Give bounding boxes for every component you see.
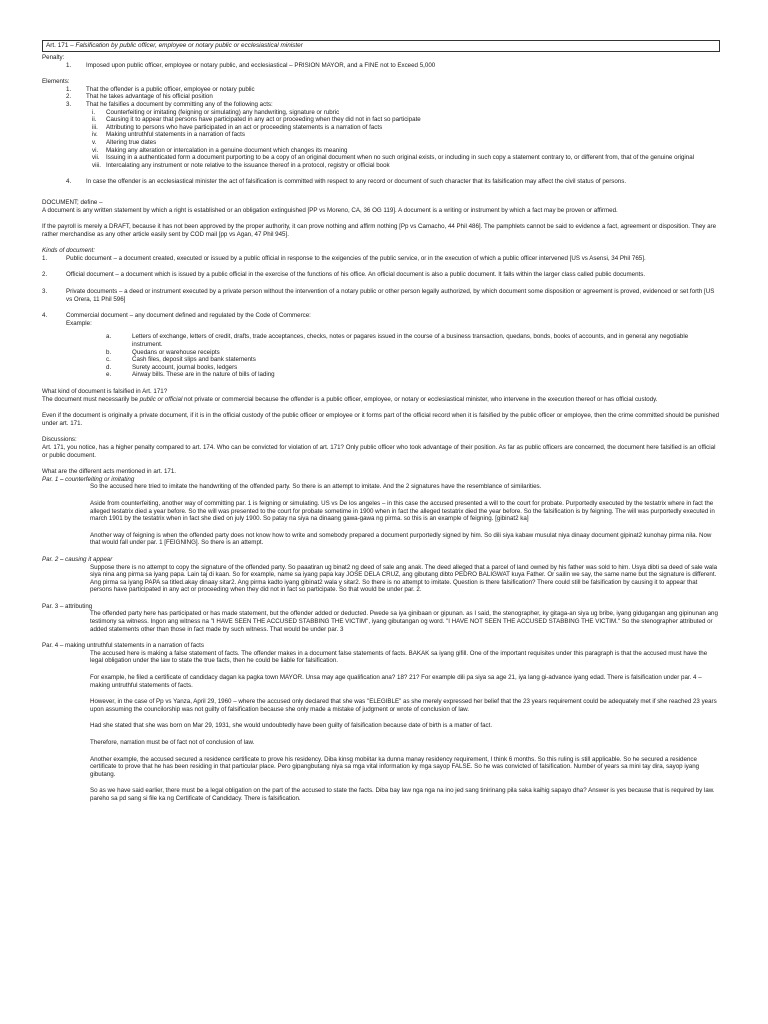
list-number: b. bbox=[106, 348, 112, 356]
list-text: Imposed upon public officer, employee or notary public, and ecclesiastical – PRISION MAYOR, and a FINE not to Exceed 5,000 bbox=[86, 61, 436, 69]
even-paragraph: Even if the document is originally a private document, if it is in the official custody of the public officer or employee or it forms part of the official record when it is falsified by the public officer or employee, then the crime committed should be punished under art. 171. bbox=[42, 412, 720, 427]
par2-text: Suppose there is no attempt to copy the signature of the offended party. So paaatiran ug binat2 ng deed of sale ang anak. The deed alleged that a parcel of land owned by his father was sold to him. Usya dibti sa deed of sale wala siya nina ang pirma sa iyang papa. Lain taj di kaan. So for example, name sa iyang papa kay JOSE DELA CRUZ, ang gibutang dibto PEDRO BALIGWAT kuya Father. Or sailin we say, the same name but the signature is different. Ang pirma sa iyang PAPA sa titled.akay dinaay sitar2. Ang pirma kadto iyang gibinat2 wala y sitar2. So there is no attempt to imitate. Question is there falsification? There could still be falsification by causing it to appear that persons have participated in any act or proceeding when they did not in fact so participate. So that would be under par. 2. bbox=[90, 563, 718, 594]
list-number: 2. bbox=[66, 93, 72, 101]
list-text: Quedans or warehouse receipts bbox=[132, 348, 220, 356]
example-item bbox=[42, 371, 720, 379]
discussions-text: Art. 171, you notice, has a higher penalty compared to art. 174. Who can be convicted for violation of art. 171? Only public officer who took advantage of their position. As far as public officers are concerned, the document here falsified is an official or public document. bbox=[42, 443, 716, 459]
list-number: v. bbox=[92, 138, 97, 146]
list-text: Intercalating any instrument or note relative to the issuance thereof in a protocol, registry or official book bbox=[106, 161, 390, 169]
list-text: Making any alteration or intercalation in a genuine document which changes its meaning bbox=[106, 146, 348, 154]
example-item bbox=[42, 364, 720, 372]
list-number: iii. bbox=[92, 123, 98, 131]
answer-text: not private or commercial because the offender is a public officer, employee, or notary or ecclesiastical minister, who intervene in the execution thereof or has official custody. bbox=[182, 395, 658, 403]
par4-text-b: For example, he filed a certificate of candidacy dagan ka pagka town MAYOR. Unsa may age qualification ana? 18? 21? For example dili pa siya sa age 21, iya lang gi-advance iyang edad. There is falsification under par. 4 – making untruthful statements of facts. bbox=[90, 674, 702, 689]
act-item bbox=[42, 131, 720, 139]
list-text: Private documents – a deed or instrument executed by a private person without the intervention of a notary public or other person legally authorized, by which document some disposition or agreement is proved, evidenced or set forth [US vs Orera, 11 Phil 596] bbox=[66, 288, 715, 303]
list-number: vii. bbox=[92, 154, 100, 162]
list-text: Cash files, deposit slips and bank statements bbox=[132, 356, 256, 364]
falsified-answer bbox=[42, 396, 720, 404]
list-text: That he takes advantage of his official position bbox=[86, 93, 213, 101]
article-number: Art. 171 – bbox=[46, 42, 76, 49]
example-item bbox=[42, 349, 720, 357]
example-item bbox=[42, 333, 720, 348]
list-number: 1. bbox=[66, 85, 72, 93]
par4-text-g: So as we have said earlier, there must be a legal obligation on the part of the accused to state the facts. Diba bay law nga nga na ino jed sang tinirinang pila saka kaihig sapayo dha? Answer is yes because that is required by law. pareho sa pd sang si file ka ng Certificate of Candidacy. There is falsification. bbox=[90, 787, 715, 802]
list-number: 3. bbox=[42, 288, 48, 296]
list-text: Airway bills. These are in the nature of bills of lading bbox=[132, 371, 275, 379]
par4-text-e: Therefore, narration must be of fact not of conclusion of law. bbox=[90, 739, 255, 746]
act-item bbox=[42, 162, 720, 170]
document-definition: A document is any written statement by which a right is established or an obligation extinguished [PP vs Moreno, CA, 36 OG 119]. A document is a writing or instrument by which a fact may be proven or affirmed. bbox=[42, 206, 618, 214]
kinds-heading: Kinds of document: bbox=[42, 247, 95, 255]
par1-heading: Par. 1 – counterfeiting or imitating bbox=[42, 475, 135, 483]
list-number: i. bbox=[92, 108, 96, 116]
penalty-heading: Penalty: bbox=[42, 54, 65, 61]
list-number: 1. bbox=[42, 254, 48, 262]
par1-text-c: Another way of feigning is when the offended party does not know how to write and somebody prepared a document purportedly signed by him. So dili siya kabaw musulat niya dinaay document gipinat2 kunohay pirma nila. Now that would fall under par. 1 [FEIGNING]. So there is an attempt. bbox=[90, 531, 712, 547]
act-item bbox=[42, 147, 720, 155]
example-item bbox=[42, 356, 720, 364]
act-item bbox=[42, 124, 720, 132]
list-text: Altering true dates bbox=[106, 138, 157, 146]
list-number: ii. bbox=[92, 116, 97, 124]
par4-text-f: Another example, the accused secured a residence certificate to prove his residency. Diba kinsg mobiitar ka dunna manay residency requirement, I think 6 months. So this ruling is still applicable. So he secured a residence certificate to prove that he has been residing in that particular place. Pero gipangbutang niya sa mga vital information ky mga sayop FALSE. So he was convicted of falsification. Number of years sa mini tay dira, sayop iyang gibutang. bbox=[90, 755, 700, 778]
list-text: Issuing in a authenticated form a document purporting to be a copy of an original document when no such original exists, or including in such copy a statement contrary to, or different from, that of the genuine original bbox=[106, 154, 695, 162]
list-text: Surety account, journal books, ledgers bbox=[132, 363, 238, 371]
par3-heading: Par. 3 – attributing bbox=[42, 602, 93, 610]
list-text: That he falsifies a document by committing any of the following acts: bbox=[86, 100, 273, 108]
list-text: Counterfeiting or imitating (feigning or simulating) any handwriting, signature or rubric bbox=[106, 108, 340, 116]
kind-item bbox=[42, 288, 720, 303]
par1-text-a: So the accused here tried to imitate the handwriting of the offended party. So there is an attempt to imitate. And the 2 signatures have the resemblance of similarities. bbox=[90, 483, 542, 491]
acts-question: What are the different acts mentioned in art. 171. bbox=[42, 468, 177, 476]
act-item bbox=[42, 109, 720, 117]
list-number: 4. bbox=[66, 178, 72, 186]
list-number: e. bbox=[106, 371, 112, 379]
penalty-item bbox=[42, 62, 720, 70]
par3-text: The offended party here has participated or has made statement, but the offender added or deducted. Pwede sa iya ginibaan or gipunan. as I said, the stenographer, ky gitaga-an siya ug bribe, iyang gidugangan ang gipinunan ang testimony sa witness. Ingon ang witness na "I HAVE SEEN THE ACCUSED STABBING THE VICTIM", iyang gibutangan og word. "I HAVE NOT SEEN THE ACCUSED STABBING THE VICTIM." So the stenographer attributed or added statements other than those in fact made by such witness. That would be under par. 3 bbox=[90, 610, 718, 633]
list-number: 4. bbox=[42, 312, 48, 320]
list-number: 2. bbox=[42, 271, 48, 279]
par2-heading: Par. 2 – causing it appear bbox=[42, 555, 113, 563]
element-item bbox=[42, 178, 720, 186]
falsified-question: What kind of document is falsified in Art. 171? bbox=[42, 388, 168, 395]
act-item bbox=[42, 116, 720, 124]
list-text: Letters of exchange, letters of credit, drafts, trade acceptances, checks, notes or pagares issued in the course of a business transaction, quedans, bonds, books of accounts, and in general any negotiable instrument. bbox=[132, 333, 689, 349]
par4-heading: Par. 4 – making untruthful statements in a narration of facts bbox=[42, 642, 204, 650]
acts-list bbox=[42, 109, 720, 170]
kind-item bbox=[42, 255, 720, 263]
element-item bbox=[42, 101, 720, 109]
list-text: Attributing to persons who have participated in an act or proceeding statements is a narration of facts bbox=[106, 123, 383, 131]
par4-text-c: However, in the case of Pp vs Yanza, April 29, 1960 – where the accused only declared that she was "ELEGIBLE" as she merely expressed her belief that the 23 years requirement could be adequately met if she reached 23 years upon assuming the councilorship was not guilty of falsification because she only made a mistake of judgment or wrote of conclusion of law. bbox=[90, 698, 717, 713]
par4-text-d: Had she stated that she was born on Mar 29, 1931, she would undoubtedly have been guilty of falsification because date of birth is a matter of fact. bbox=[90, 722, 493, 730]
answer-text: The document must necessarily be bbox=[42, 395, 140, 403]
payroll-paragraph: If the payroll is merely a DRAFT, because it has not been approved by the proper authority, it can prove nothing and affirm nothing [Pp vs Camacho, 44 Phil 486]. The pamphlets cannot be said to evidence a fact, agreement or disposition. They are rather merchandise as any other article easily sent by COD mail [pp vs Agan, 47 Phil 945]. bbox=[42, 223, 717, 238]
list-number: d. bbox=[106, 363, 112, 371]
kind-item bbox=[42, 271, 720, 279]
list-number: 1. bbox=[66, 61, 72, 69]
element-item bbox=[42, 86, 720, 94]
element-item bbox=[42, 93, 720, 101]
answer-emphasis: public or official bbox=[139, 395, 183, 403]
list-number: a. bbox=[106, 333, 112, 341]
act-item bbox=[42, 154, 720, 162]
list-text: Official document – a document which is issued by a public official in the exercise of the functions of his office. An official document is also a public document. It falls within the larger class called public documents. bbox=[66, 271, 646, 279]
list-number: viii. bbox=[92, 161, 101, 169]
article-title: Falsification by public officer, employee or notary public or ecclesiastical minister bbox=[75, 42, 303, 49]
par1-text-b: Aside from counterfeiting, another way of committing par. 1 is feigning or simulating. US vs De los angeles – in this case the accused presented a will to the court for probate. Purportedly executed by the testatrix where in fact the alleged testatrix died a year before. So the will was presented to the court for probate sometime in 1900 when in fact the alleged testatrix died the year before. So the falsification is by feigning. The will was purportedly executed in march 1901 by the testatrix when in fact she died on july 1900. So patay na siya na dinaang gawa-gawa ng pirma. so this is an example of feigning. [gibinat2 ka] bbox=[90, 499, 715, 523]
kind-item bbox=[42, 312, 720, 320]
act-item bbox=[42, 139, 720, 147]
list-number: vi. bbox=[92, 146, 99, 154]
list-number: iv. bbox=[92, 131, 98, 139]
list-text: In case the offender is an ecclesiastical minister the act of falsification is committed with respect to any record or document of such character that its falsification may affect the civil status of persons. bbox=[86, 178, 627, 186]
article-title-box bbox=[42, 40, 720, 52]
list-number: 3. bbox=[66, 100, 72, 108]
list-text: That the offender is a public officer, employee or notary public bbox=[86, 85, 255, 93]
list-text: Commercial document – any document defined and regulated by the Code of Commerce: bbox=[66, 312, 311, 320]
list-text: Causing it to appear that persons have participated in any act or proceeding when they did not in fact so participate bbox=[106, 116, 421, 124]
par4-text-a: The accused here is making a false statement of facts. The offender makes in a document false statements of facts. BAKAK sa iyang gifill. One of the important requisites under this paragraph is that the accused must have the legal obligation under the law to state the true facts, then he could be liable for falsification. bbox=[90, 649, 708, 665]
list-text: Public document – a document created, executed or issued by a public official in response to the exigencies of the public service, or in the execution of which a public officer intervened [US vs Asensi, 34 Phil 765]. bbox=[66, 254, 646, 262]
document-heading: DOCUMENT; define – bbox=[42, 198, 103, 206]
discussions-heading: Discussions: bbox=[42, 436, 77, 444]
list-number: c. bbox=[106, 356, 111, 364]
examples-list bbox=[42, 333, 720, 379]
list-text: Making untruthful statements in a narration of facts bbox=[106, 131, 245, 139]
elements-heading: Elements: bbox=[42, 78, 70, 86]
example-label: Example: bbox=[66, 319, 92, 327]
